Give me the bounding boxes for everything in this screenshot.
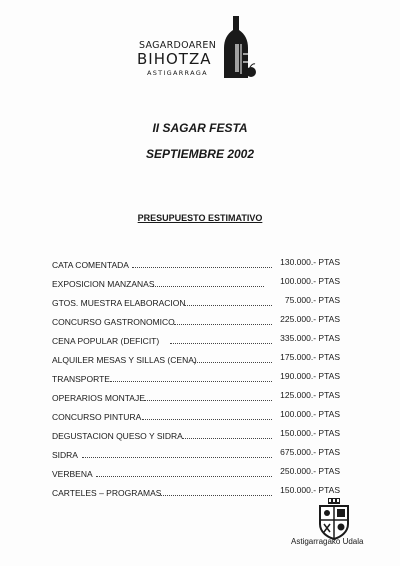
list-item: [52, 467, 352, 481]
item-amount: 190.000.- PTAS: [280, 371, 340, 381]
item-amount: 100.000.- PTAS: [280, 276, 340, 286]
item-amount: 150.000.- PTAS: [280, 485, 340, 495]
item-amount: 225.000.- PTAS: [280, 314, 340, 324]
item-label: CARTELES – PROGRAMAS: [52, 488, 162, 498]
item-label: CONCURSO GASTRONOMICO: [52, 317, 175, 327]
list-item: [52, 448, 352, 462]
item-label: CATA COMENTADA: [52, 260, 129, 270]
dot-leader: [152, 286, 264, 287]
dot-leader: [182, 438, 272, 439]
dot-leader: [82, 457, 272, 458]
section-heading: PRESUPUESTO ESTIMATIVO: [137, 213, 263, 223]
item-amount: 175.000.- PTAS: [280, 352, 340, 362]
item-label: CONCURSO PINTURA: [52, 412, 142, 422]
item-amount: 250.000.- PTAS: [280, 466, 340, 476]
dot-leader: [184, 305, 272, 306]
item-amount: 335.000.- PTAS: [280, 333, 340, 343]
item-label: EXPOSICION MANZANAS: [52, 279, 155, 289]
seal-caption: Astigarragako Udala: [291, 537, 364, 546]
dot-leader: [174, 324, 272, 325]
item-label: TRANSPORTE: [52, 374, 110, 384]
item-amount: 100.000.- PTAS: [280, 409, 340, 419]
dot-leader: [158, 495, 272, 496]
item-amount: 130.000.- PTAS: [280, 257, 340, 267]
logo-line1: SAGARDOAREN: [139, 40, 217, 51]
document-title: II SAGAR FESTA: [152, 121, 248, 135]
list-item: [52, 296, 352, 310]
list-item: [52, 391, 352, 405]
item-amount: 75.000.- PTAS: [284, 295, 340, 305]
dot-leader: [132, 267, 272, 268]
logo: [135, 14, 260, 84]
cider-bottle-icon: [221, 14, 257, 82]
list-item: [52, 258, 352, 272]
item-label: CENA POPULAR (DEFICIT): [52, 336, 160, 346]
dot-leader: [142, 419, 272, 420]
dot-leader: [194, 362, 272, 363]
item-label: VERBENA: [52, 469, 93, 479]
municipal-seal-icon: [316, 498, 352, 540]
item-amount: 150.000.- PTAS: [280, 428, 340, 438]
item-amount: 675.000.- PTAS: [280, 447, 340, 457]
list-item: [52, 486, 352, 500]
item-label: OPERARIOS MONTAJE: [52, 393, 145, 403]
dot-leader: [170, 343, 272, 344]
logo-line2: BIHOTZA: [137, 50, 212, 68]
dot-leader: [96, 476, 272, 477]
logo-line3: ASTIGARRAGA: [147, 69, 208, 77]
list-item: [52, 372, 352, 386]
item-amount: 125.000.- PTAS: [280, 390, 340, 400]
document-subtitle: SEPTIEMBRE 2002: [145, 147, 255, 161]
list-item: [52, 353, 352, 367]
list-item: [52, 334, 352, 348]
dot-leader: [144, 400, 272, 401]
item-label: DEGUSTACION QUESO Y SIDRA: [52, 431, 183, 441]
item-label: GTOS. MUESTRA ELABORACION: [52, 298, 186, 308]
item-label: SIDRA: [52, 450, 78, 460]
list-item: [52, 277, 352, 291]
list-item: [52, 410, 352, 424]
item-label: ALQUILER MESAS Y SILLAS (CENA): [52, 355, 197, 365]
list-item: [52, 429, 352, 443]
list-item: [52, 315, 352, 329]
dot-leader: [110, 381, 272, 382]
